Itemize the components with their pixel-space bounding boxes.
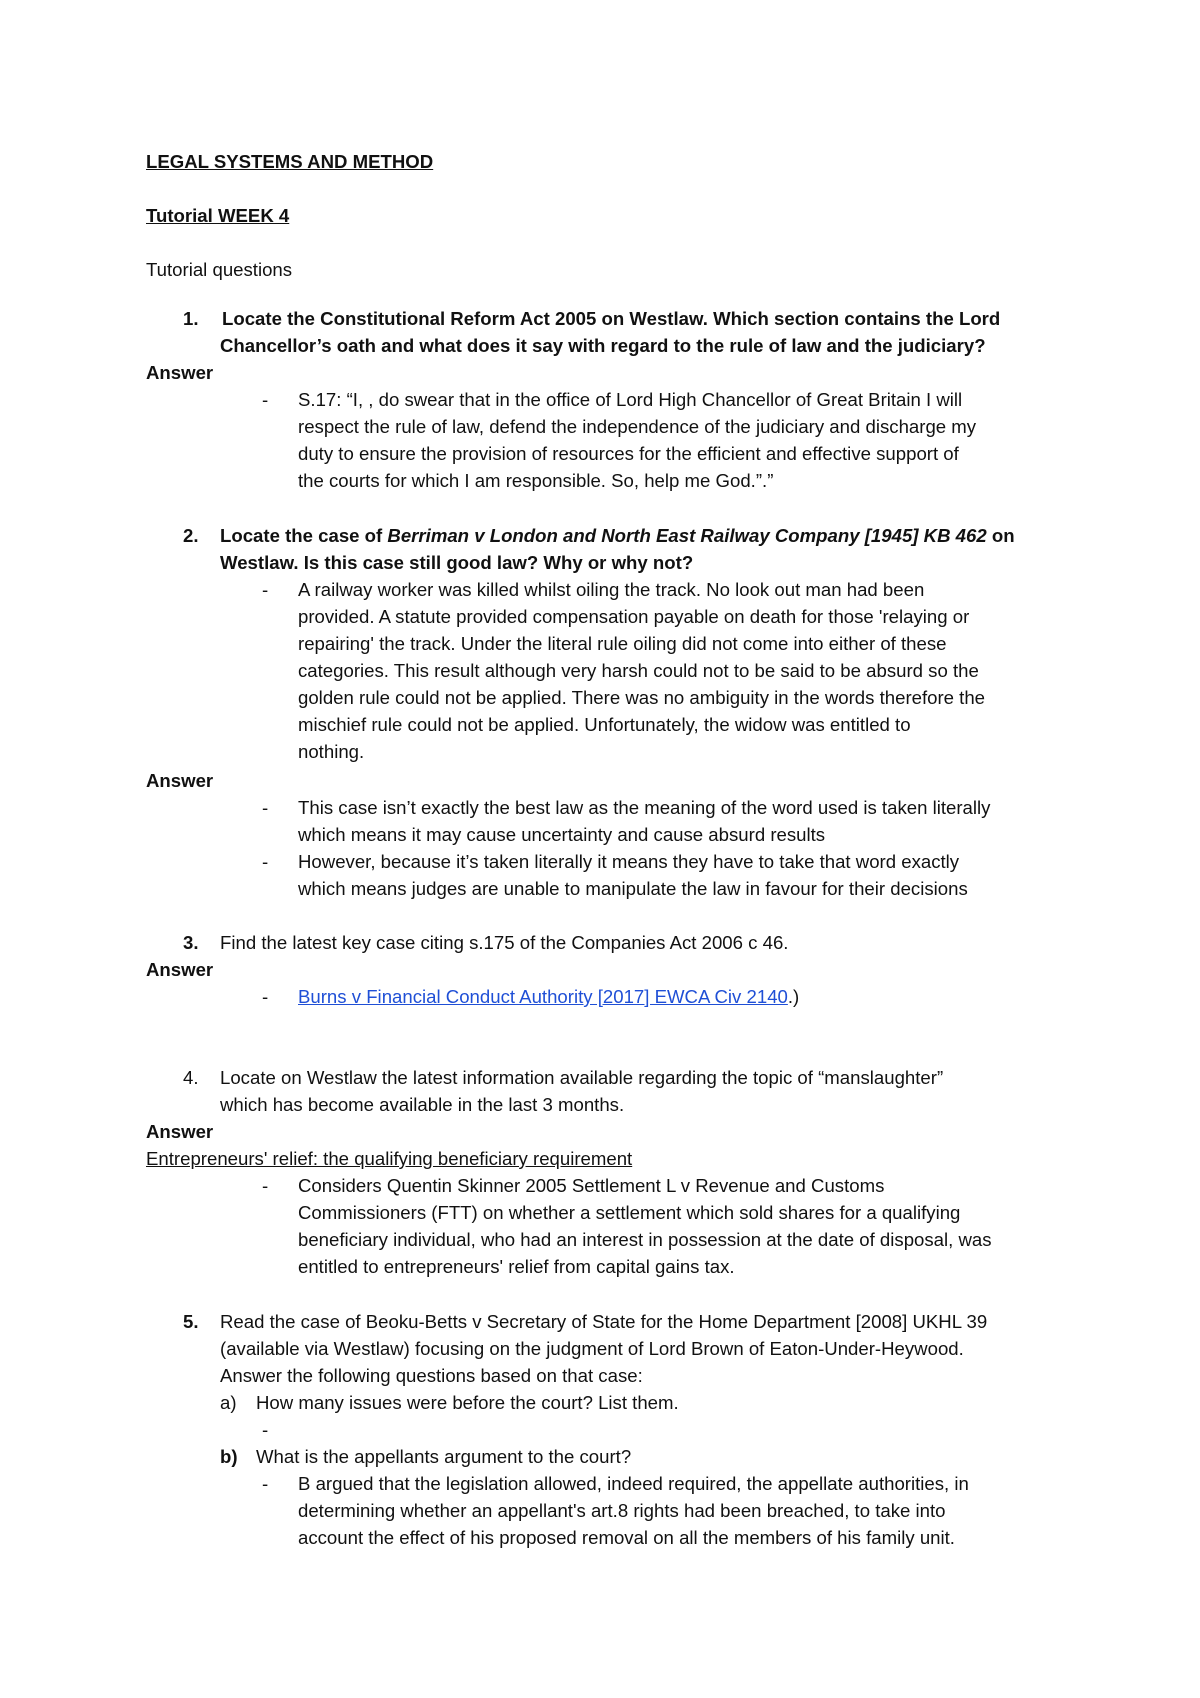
q5-text: (available via Westlaw) focusing on the judgment of Lord Brown of Eaton-Under-Heywood.	[220, 1338, 964, 1359]
q1-answer-text: duty to ensure the provision of resources for the efficient and effective support of	[298, 443, 959, 464]
q5-text: Answer the following questions based on that case:	[220, 1365, 643, 1386]
q2-number: 2.	[183, 525, 199, 546]
answer-label: Answer	[146, 362, 214, 383]
q2-facts-text: mischief rule could not be applied. Unfortunately, the widow was entitled to	[298, 714, 911, 735]
q5b-label: b)	[220, 1446, 238, 1467]
q2-facts-text: A railway worker was killed whilst oiling the track. No look out man had been	[298, 579, 925, 600]
list-bullet: -	[262, 1473, 269, 1494]
q2-facts-text: categories. This result although very harsh could not to be said to be absurd so the	[298, 660, 979, 681]
q2-answer-text: which means judges are unable to manipulate the law in favour for their decisions	[298, 878, 968, 899]
q1-answer-text: respect the rule of law, defend the independence of the judiciary and discharge my	[298, 416, 977, 437]
case-link[interactable]: Burns v Financial Conduct Authority [2017] EWCA Civ 2140	[298, 986, 788, 1007]
q5a-label: a)	[220, 1392, 237, 1413]
q5a-text: How many issues were before the court? List them.	[256, 1392, 679, 1413]
q2-facts-text: repairing' the track. Under the literal rule oiling did not come into either of these	[298, 633, 947, 654]
q1-text: Chancellor’s oath and what does it say with regard to the rule of law and the judiciary?	[220, 335, 986, 356]
q2-facts-text: golden rule could not be applied. There was no ambiguity in the words therefore the	[298, 687, 986, 708]
q2-facts-text: nothing.	[298, 741, 365, 762]
q2-text: Westlaw. Is this case still good law? Why or why not?	[220, 552, 694, 573]
q3-text: Find the latest key case citing s.175 of the Companies Act 2006 c 46.	[220, 932, 789, 953]
list-bullet: -	[262, 797, 269, 818]
q5-text: Read the case of Beoku-Betts v Secretary of State for the Home Department [2008] UKHL 39	[220, 1311, 988, 1332]
q4-number: 4.	[183, 1067, 199, 1088]
q5b-answer-text: determining whether an appellant's art.8 rights had been breached, to take into	[298, 1500, 946, 1521]
q2-answer-text: which means it may cause uncertainty and cause absurd results	[298, 824, 826, 845]
list-bullet: -	[262, 579, 269, 600]
q1-number: 1.	[183, 308, 199, 329]
q2-text: Locate the case of Berriman v London and North East Railway Company [1945] KB 462 on	[220, 525, 1015, 546]
answer-label: Answer	[146, 770, 214, 791]
q2-answer-text: This case isn’t exactly the best law as the meaning of the word used is taken literally	[298, 797, 991, 818]
q3-answer: Burns v Financial Conduct Authority [2017] EWCA Civ 2140.)	[298, 986, 800, 1007]
q5b-text: What is the appellants argument to the court?	[256, 1446, 632, 1467]
q2-answer-text: However, because it’s taken literally it means they have to take that word exactly	[298, 851, 960, 872]
q4-answer-text: beneficiary individual, who had an interest in possession at the date of disposal, was	[298, 1229, 992, 1250]
q1-text: Locate the Constitutional Reform Act 2005 on Westlaw. Which section contains the Lord	[222, 308, 1001, 329]
q1-answer-text: the courts for which I am responsible. So, help me God.”.”	[298, 470, 774, 491]
case-citation: Berriman v London and North East Railway Company [1945] KB 462	[387, 525, 987, 546]
q5-number: 5.	[183, 1311, 199, 1332]
list-bullet: -	[262, 851, 269, 872]
list-bullet: -	[262, 389, 269, 410]
q4-text: which has become available in the last 3 months.	[220, 1094, 625, 1115]
list-bullet: -	[262, 1175, 269, 1196]
q4-heading: Entrepreneurs' relief: the qualifying beneficiary requirement	[146, 1148, 633, 1169]
q3-number: 3.	[183, 932, 199, 953]
document-title: LEGAL SYSTEMS AND METHOD	[146, 151, 434, 172]
answer-label: Answer	[146, 959, 214, 980]
document-subtitle: Tutorial WEEK 4	[146, 205, 290, 226]
intro-text: Tutorial questions	[146, 259, 293, 280]
q4-answer-text: Considers Quentin Skinner 2005 Settlement L v Revenue and Customs	[298, 1175, 885, 1196]
q5b-answer-text: B argued that the legislation allowed, indeed required, the appellate authorities, in	[298, 1473, 969, 1494]
list-bullet: -	[262, 1419, 269, 1440]
answer-label: Answer	[146, 1121, 214, 1142]
q1-answer-text: S.17: “I, , do swear that in the office of Lord High Chancellor of Great Britain I will	[298, 389, 963, 410]
q2-facts-text: provided. A statute provided compensation payable on death for those 'relaying or	[298, 606, 970, 627]
q4-text: Locate on Westlaw the latest information available regarding the topic of “manslaughter”	[220, 1067, 944, 1088]
q4-answer-text: Commissioners (FTT) on whether a settlement which sold shares for a qualifying	[298, 1202, 961, 1223]
list-bullet: -	[262, 986, 269, 1007]
q4-answer-text: entitled to entrepreneurs' relief from capital gains tax.	[298, 1256, 735, 1277]
q5b-answer-text: account the effect of his proposed removal on all the members of his family unit.	[298, 1527, 955, 1548]
